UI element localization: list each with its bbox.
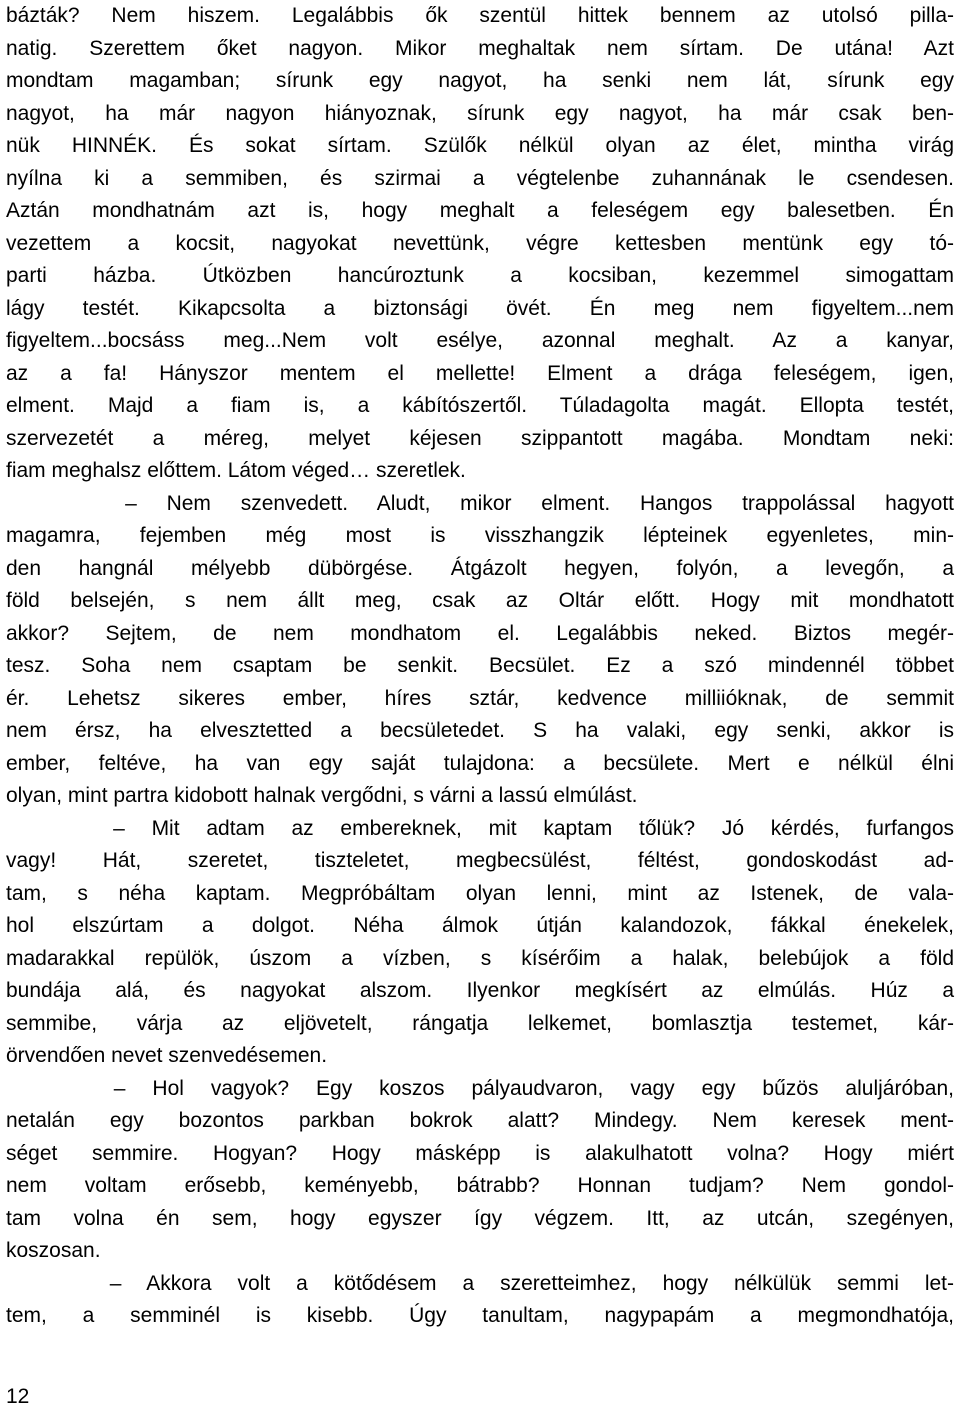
text-line: natig. Szerettem őket nagyon. Mikor meghaltak nem sírtam. De utána! Azt [6,36,954,60]
text-line: szervezetét a méreg, melyet kéjesen szippantott magába. Mondtam neki: [6,426,954,450]
text-line: ér. Lehetsz sikeres ember, híres sztár, kedvence milliióknak, de semmit [6,686,954,710]
text-line: netalán egy bozontos parkban bokrok alatt? Mindegy. Nem keresek ment- [6,1109,954,1132]
text-line: tam, s néha kaptam. Megpróbáltam olyan lenni, mint az Istenek, de vala- [6,881,954,905]
text-line: fiam meghalsz előttem. Látom véged… szeretlek. [6,459,466,482]
text-line: nem voltam erősebb, keményebb, bátrabb? Honnan tudjam? Nem gondol- [6,1174,954,1197]
text-line: vagy! Hát, szeretet, tiszteletet, megbecsülést, féltést, gondoskodást ad- [6,849,954,872]
text-line: tesz. Soha nem csaptam be senkit. Becsület. Ez a szó mindennél többet [6,654,954,677]
text-line: figyeltem...bocsáss meg...Nem volt esélye, azonnal meghalt. Az a kanyar, [6,329,954,352]
text-line: az a fa! Hányszor mentem el mellette! Elment a drága feleségem, igen, [6,361,954,385]
text-line: nem érsz, ha elvesztetted a becsületedet. S ha valaki, egy senki, akkor is [6,719,954,742]
text-line: semmibe, várja az eljövetelt, rángatja lelkemet, bomlasztja testemet, kár- [6,1011,954,1035]
text-line: koszosan. [6,1239,101,1262]
text-line: ember, feltéve, ha van egy saját tulajdona: a becsülete. Mert e nélkül élni [6,751,954,775]
text-line: – Akkora volt a kötődésem a szeretteimhez, hogy nélkülük semmi let- [6,1271,954,1295]
text-line: vezettem a kocsit, nagyokat nevettünk, végre kettesben mentünk egy tó- [6,231,954,255]
text-line: akkor? Sejtem, de nem mondhatom el. Legalábbis neked. Biztos megér- [6,621,954,645]
text-line: olyan, mint partra kidobott halnak vergődni, s várni a lassú elmúlást. [6,784,638,807]
text-line: elment. Majd a fiam is, a kábítószertől. Túladagolta magát. Ellopta testét, [6,394,954,417]
text-line: magamra, fejemben még most is visszhangzik lépteinek egyenletes, min- [6,524,954,547]
text-line: örvendően nevet szenvedésemen. [6,1044,328,1067]
text-line: bundája alá, és nagyokat alszom. Ilyenkor megkísért az elmúlás. Húz a [6,979,954,1002]
page-number: 12 [6,1385,30,1408]
text-line: madarakkal repülök, úszom a vízben, s kísérőim a halak, belebújok a föld [6,946,954,970]
text-line: nyílna ki a semmiben, és szirmai a végtelenbe zuhannának le csendesen. [6,166,954,190]
text-line: den hangnál mélyebb dübörgése. Átgázolt hegyen, folyón, a levegőn, a [6,556,954,580]
text-line: séget semmire. Hogyan? Hogy másképp is alakulhatott volna? Hogy miért [6,1141,954,1165]
text-line: tam volna én sem, hogy egyszer így végzem. Itt, az utcán, szegényen, [6,1206,954,1230]
text-line: tem, a semminél is kisebb. Úgy tanultam, nagypapám a megmondhatója, [6,1304,954,1327]
text-line: nük HINNÉK. És sokat sírtam. Szülők nélkül olyan az élet, mintha virág [6,134,954,157]
text-line: bázták? Nem hiszem. Legalábbis ők szentül hittek bennem az utolsó pilla- [6,4,954,27]
text-line: lágy testét. Kikapcsolta a biztonsági övét. Én meg nem figyeltem...nem [6,296,954,320]
text-line: – Mit adtam az embereknek, mit kaptam tőlük? Jó kérdés, furfangos [6,816,954,840]
text-line: mondtam magamban; sírunk egy nagyot, ha senki nem lát, sírunk egy [6,69,954,92]
text-line: – Hol vagyok? Egy koszos pályaudvaron, vagy egy bűzös aluljáróban, [6,1076,954,1100]
text-line: föld belsején, s nem állt meg, csak az Oltár előtt. Hogy mit mondhatott [6,589,954,612]
text-line: Aztán mondhatnám azt is, hogy meghalt a feleségem egy balesetben. Én [6,199,954,222]
document-page [6,0,954,1333]
text-line: hol elszúrtam a dolgot. Néha álmok útján kalandozok, fákkal énekelek, [6,914,954,937]
text-line: parti házba. Útközben hancúroztunk a kocsiban, kezemmel simogattam [6,264,954,287]
text-line: – Nem szenvedett. Aludt, mikor elment. Hangos trappolással hagyott [6,491,954,515]
text-line: nagyot, ha már nagyon hiányoznak, sírunk egy nagyot, ha már csak ben- [6,101,954,125]
